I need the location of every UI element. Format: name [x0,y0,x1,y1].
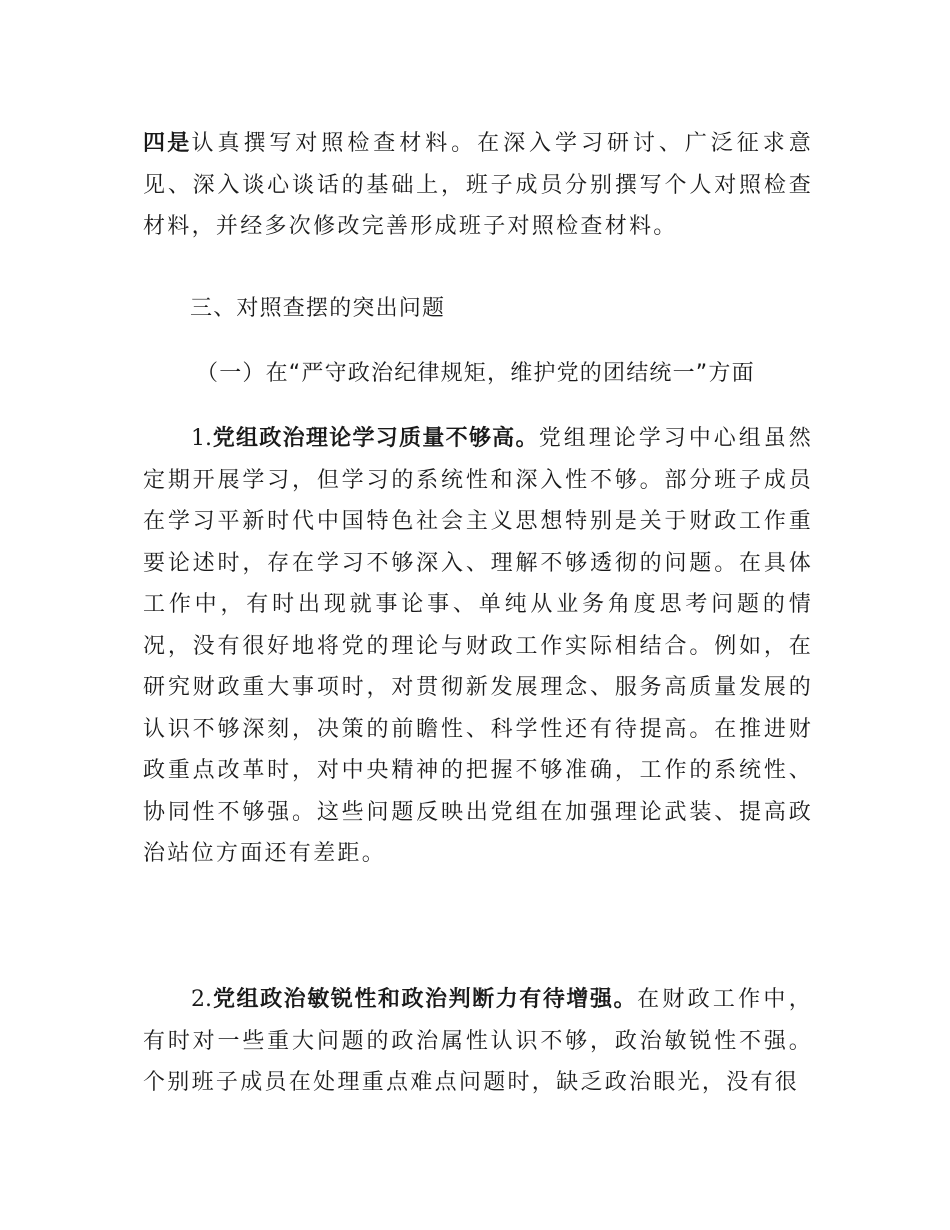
item-one-body: 党组理论学习中心组虽然定期开展学习，但学习的系统性和深入性不够。部分班子成员在学习平新时代中国特色社会主义思想特别是关于财政工作重要论述时，存在学习不够深入、理解不够透彻的问题。在具体工作中，有时出现就事论事、单纯从业务角度思考问题的情况，没有很好地将党的理论与财政工作实际相结合。例如，在研究财政重大事项时，对贯彻新发展理念、服务高质量发展的认识不够深刻，决策的前瞻性、科学性还有待提高。在推进财政重点改革时，对中央精神的把握不够准确，工作的系统性、协同性不够强。这些问题反映出党组在加强理论武装、提高政治站位方面还有差距。 [143,426,813,866]
item-two-title: 党组政治敏锐性和政治判断力有待增强。 [212,987,638,1012]
item-one-number: 1. [191,426,212,451]
paragraph-four-body: 认真撰写对照检查材料。在深入学习研讨、广泛征求意见、深入谈心谈话的基础上，班子成员分别撰写个人对照检查材料，并经多次修改完善形成班子对照检查材料。 [143,131,813,239]
item-two-number: 2. [191,987,212,1012]
item-one-paragraph [143,418,813,875]
item-two-body: 在财政工作中，有时对一些重大问题的政治属性认识不够，政治敏锐性不强。个别班子成员在处理重点难点问题时，缺乏政治眼光，没有很 [143,987,813,1095]
item-two-paragraph [143,979,813,1104]
subsection-heading: （一）在“严守政治纪律规矩，维护党的团结统一”方面 [196,361,755,386]
section-heading: 三、对照查摆的突出问题 [190,296,446,321]
item-one-title: 党组政治理论学习质量不够高。 [212,426,539,451]
paragraph-four-lead: 四是 [143,131,192,156]
paragraph-four [143,123,813,248]
